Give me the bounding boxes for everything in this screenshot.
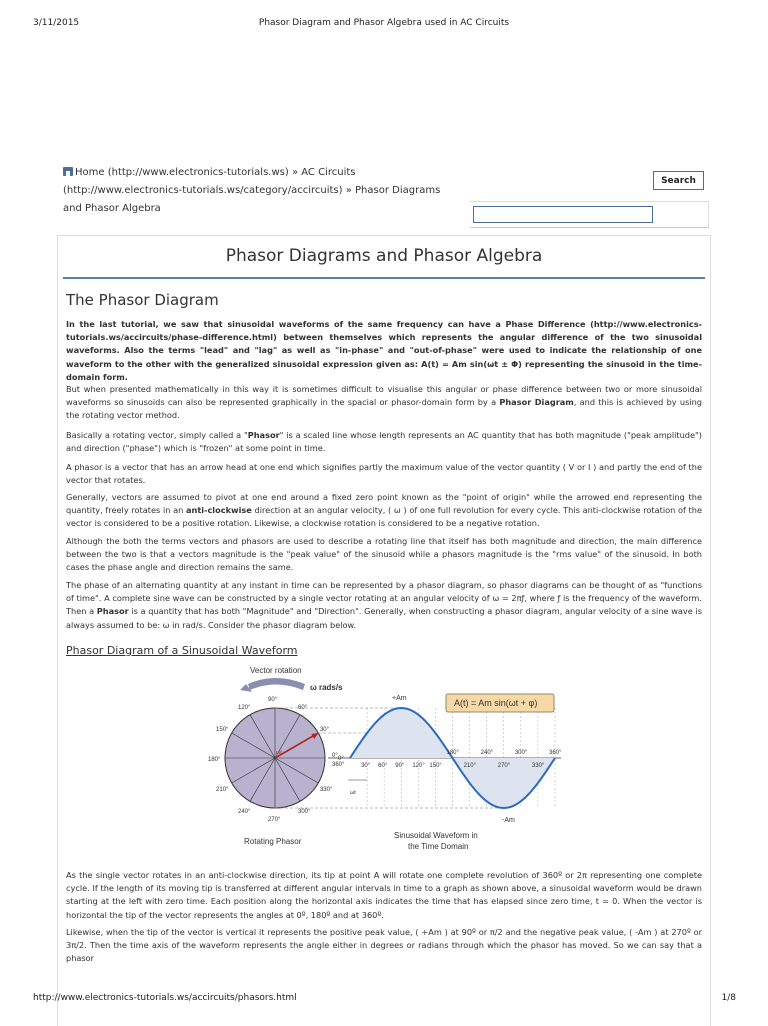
print-date: 3/11/2015	[33, 18, 80, 28]
paragraph-3: Basically a rotating vector, simply called a "Phasor" is a scaled line whose length represents an AC quantity that has both magnitude ("peak amplitude") and direction ("phase") which is "frozen" at some point in time.	[66, 430, 703, 454]
waveform-angle-label: 180°	[446, 750, 459, 756]
paragraph-9: Likewise, when the tip of the vector is vertical it represents the positive peak value, ( +Am ) at 90º or π/2 and the negative peak value, ( -Am ) at 270º or 3π/2. Then the time axis of the waveform represents the angle either in degrees or radians through which the phasor has moved. So we can say that a phasor	[66, 927, 702, 964]
circle-angle-label: 330°	[319, 787, 333, 793]
circle-angle-label: 210°	[216, 787, 229, 793]
omega-label: ω rads/s	[310, 683, 343, 692]
rotation-arrow-icon	[248, 678, 305, 690]
circle-angle-label: 60°	[298, 705, 308, 712]
circle-angle-label: 300°	[298, 808, 311, 815]
waveform-angle-label: 30°	[361, 763, 371, 769]
equation-text: A(t) = Am sin(ωt + φ)	[454, 698, 538, 708]
rotating-phasor	[208, 697, 345, 823]
omega-t-label: ωt	[276, 750, 282, 756]
breadcrumb-current: Phasor Diagrams and Phasor Algebra	[63, 185, 441, 214]
circle-angle-label: 180°	[208, 757, 221, 763]
waveform-angle-label: 210°	[463, 763, 477, 769]
paragraph-5: Generally, vectors are assumed to pivot at one end around a fixed zero point known as the "point of origin" while the arrowed end representing the quantity, freely rotates in an anti-clockwise direction at an angular velocity, ( ω ) of one full revolution for every cycle. This anti-clockwise rotation of the vector is considered to be a positive rotation. Likewise, a clockwise rotation is considered to be a negative rotation.	[66, 492, 702, 529]
print-footer-page: 1/8	[721, 993, 736, 1003]
circle-angle-label: 30°	[319, 727, 330, 733]
circle-angle-label: 90°	[268, 697, 278, 703]
search-button[interactable]: Search	[653, 171, 704, 190]
title-divider	[63, 277, 705, 279]
print-title: Phasor Diagram and Phasor Algebra used in AC Circuits	[258, 18, 510, 28]
circle-angle-label: 0°	[332, 753, 338, 759]
intro-paragraph: In the last tutorial, we saw that sinusoidal waveforms of the same frequency can have a Phase Difference (http://www.electronics-tutorials.ws/accircuits/phase-difference.html) between themselves which represents the angular difference of the two sinusoidal waveforms. Also the terms "lead" and "lag" as well as "in-phase" and "out-of-phase" were used to indicate the relationship of one waveform to the other with the generalized sinusoidal expression given as: A(t) = Am sin(ωt ± Φ) representing the sinusoid in the time-domain form.	[66, 319, 702, 382]
zero-angle-label: 0°	[338, 756, 344, 762]
waveform-angle-label: 90°	[395, 763, 405, 769]
page-title: Phasor Diagrams and Phasor Algebra	[225, 246, 543, 266]
waveform-angle-label: 240°	[480, 750, 494, 756]
circle-angle-label: 360°	[332, 762, 345, 768]
phasor-diagram-figure	[200, 662, 570, 857]
waveform-angle-label: 360°	[549, 750, 562, 756]
paragraph-2: But when presented mathematically in this way it is sometimes difficult to visualise this angular or phase difference between two or more sinusoidal waveforms so sinusoids can also be represented graphically in the spacial or phasor-domain form by a Phasor Diagram, and this is achieved by using the rotating vector method.	[66, 384, 702, 421]
paragraph-8: As the single vector rotates in an anti-clockwise direction, its tip at point A will rotate one complete revolution of 360º or 2π representing one complete cycle. If the length of its moving tip is transferred at different angular intervals in time to a graph as shown above, a sinusoidal waveform would be drawn starting at the left with zero time. Each position along the horizontal axis indicates the time that has elapsed since zero time, t = 0. When the vector is horizontal the tip of the vector represents the angles at 0º, 180º and at 360º.	[66, 870, 702, 920]
circle-angle-label: 120°	[238, 705, 251, 712]
breadcrumb-home-link[interactable]: Home (http://www.electronics-tutorials.ws)	[75, 167, 289, 178]
waveform-angle-label: 300°	[514, 750, 528, 756]
paragraph-4: A phasor is a vector that has an arrow head at one end which signifies partly the maximum value of the vector quantity ( V or I ) and partly the end of the vector that rotates.	[66, 462, 702, 486]
section-title: The Phasor Diagram	[66, 291, 219, 309]
waveform-angle-label: 330°	[531, 763, 545, 769]
home-icon[interactable]	[63, 167, 73, 176]
waveform-angle-label: 270°	[497, 763, 511, 769]
circle-angle-label: 150°	[216, 727, 229, 733]
figure-heading: Phasor Diagram of a Sinusoidal Waveform	[66, 644, 298, 657]
circle-angle-label: 240°	[238, 808, 251, 815]
rotating-phasor-caption: Rotating Phasor	[244, 837, 302, 846]
search-input[interactable]	[473, 206, 653, 223]
paragraph-7: The phase of an alternating quantity at any instant in time can be represented by a phasor diagram, so phasor diagrams can be thought of as "functions of time". A complete sine wave can be constructed by a single vector rotating at an angular velocity of ω = 2πƒ, where ƒ is the frequency of the waveform. Then a Phasor is a quantity that has both "Magnitude" and "Direction". Generally, when constructing a phasor diagram, angular velocity of a sine wave is always assumed to be: ω in rad/s. Consider the phasor diagram below.	[66, 580, 703, 630]
breadcrumb-separator: »	[288, 167, 302, 178]
negative-peak-label: -Am	[502, 817, 515, 824]
waveform-angle-label: 120°	[412, 763, 425, 769]
breadcrumb-ac-link[interactable]: AC Circuits (http://www.electronics-tutorials.ws/category/accircuits)	[63, 167, 356, 196]
breadcrumb	[63, 164, 453, 218]
waveform-angle-label: 60°	[378, 763, 388, 769]
print-footer-url: http://www.electronics-tutorials.ws/accircuits/phasors.html	[33, 993, 297, 1003]
omega-t-axis-label: ωt	[350, 790, 356, 796]
paragraph-6: Although the both the terms vectors and phasors are used to describe a rotating line that itself has both magnitude and direction, the main difference between the two is that a vectors magnitude is the "peak value" of the sinusoid while a phasors magnitude is the "rms value" of the sinusoid. In both cases the phase angle and direction remains the same.	[66, 536, 702, 573]
vector-rotation-label: Vector rotation	[250, 666, 302, 675]
waveform-caption-line-2: the Time Domain	[408, 842, 469, 851]
waveform-angle-label: 150°	[429, 763, 442, 769]
circle-angle-label: 270°	[268, 817, 281, 823]
breadcrumb-separator: »	[342, 185, 356, 196]
positive-peak-label: +Am	[392, 695, 407, 702]
waveform-caption-line-1: Sinusoidal Waveform in	[394, 831, 478, 840]
